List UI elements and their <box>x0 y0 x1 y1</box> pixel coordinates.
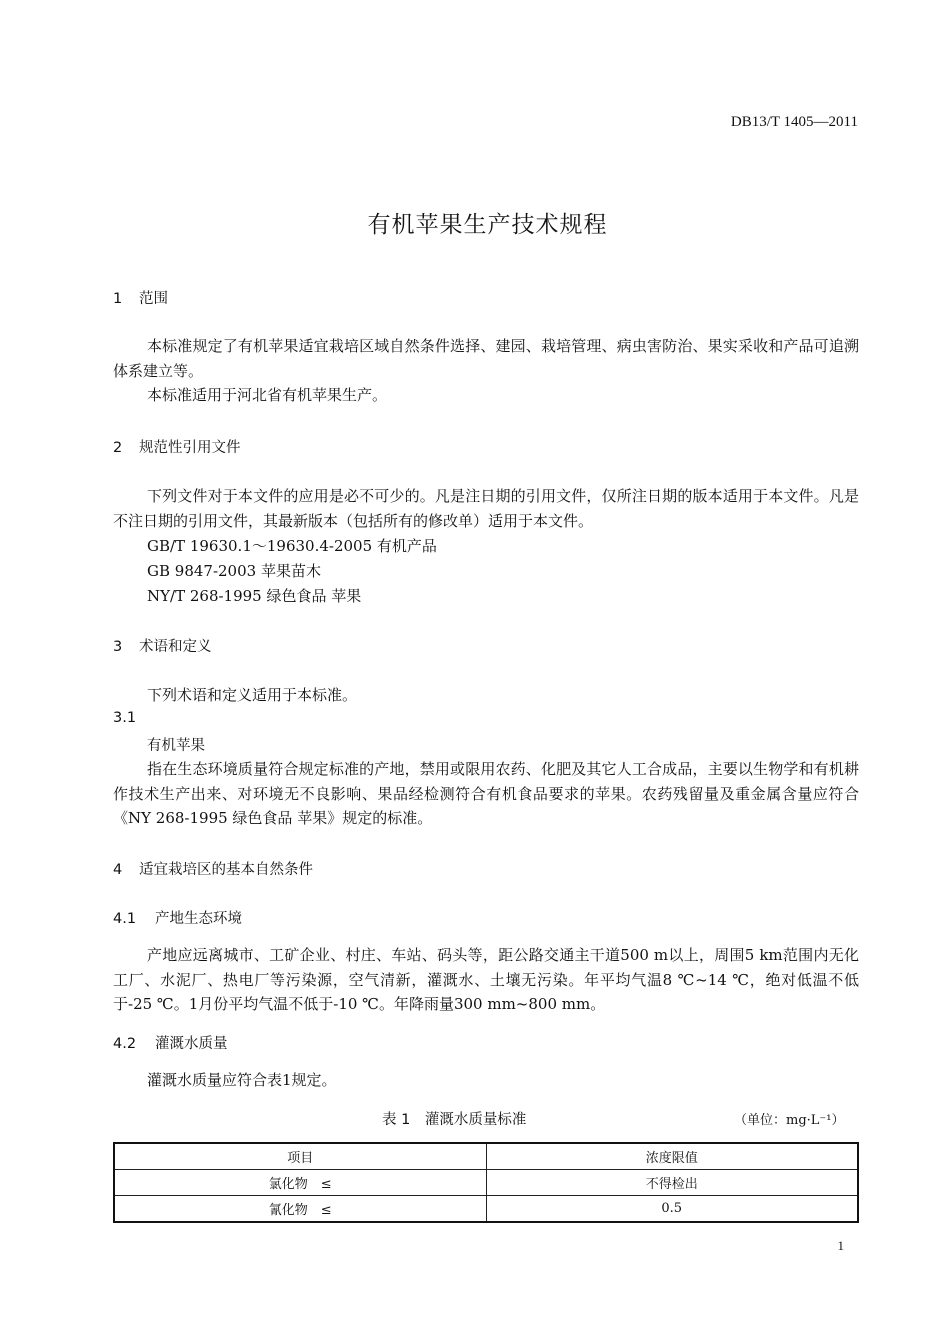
section-2-heading <box>113 436 241 457</box>
paragraph: 产地应远离城市、工矿企业、村庄、车站、码头等，距公路交通主干道500 m以上，周围5 km范围内无化工厂、水泥厂、热电厂等污染源，空气清新，灌溉水、土壤无污染。年平均气温8 ℃~14 ℃，绝对低温不低于-25 ℃。1月份平均气温不低于-10 ℃。年降雨量300 mm~800 mm。 <box>113 946 859 1013</box>
table-cell: 不得检出 <box>486 1170 858 1196</box>
section-number: 1 <box>113 291 123 307</box>
page-number: 1 <box>837 1238 844 1253</box>
document-title: 有机苹果生产技术规程 <box>367 212 608 238</box>
reference-item: GB 9847-2003 苹果苗木 <box>147 562 321 580</box>
subsection-4-2-heading <box>113 1032 228 1053</box>
table-caption: 表 1 灌溉水质量标准 <box>382 1112 527 1128</box>
section-title: 适宜栽培区的基本自然条件 <box>139 862 313 878</box>
term-number: 3.1 <box>113 710 137 726</box>
section-number: 2 <box>113 440 123 456</box>
table-row <box>114 1196 858 1223</box>
table-cell: 0.5 <box>486 1196 858 1223</box>
paragraph: 灌溉水质量应符合表1规定。 <box>147 1071 337 1089</box>
subsection-number: 4.2 <box>113 1036 137 1052</box>
subsection-title: 产地生态环境 <box>155 911 242 927</box>
document-code: DB13/T 1405—2011 <box>730 114 858 130</box>
table-cell: 氯化物 ≤ <box>114 1170 486 1196</box>
paragraph: 本标准适用于河北省有机苹果生产。 <box>147 386 388 404</box>
section-3-heading <box>113 635 212 656</box>
table-header-row <box>114 1143 858 1170</box>
section-4-heading <box>113 858 313 879</box>
table-header-cell: 浓度限值 <box>486 1143 858 1170</box>
section-number: 4 <box>113 862 123 878</box>
section-title: 规范性引用文件 <box>139 440 241 456</box>
paragraph: 指在生态环境质量符合规定标准的产地，禁用或限用农药、化肥及其它人工合成品，主要以生物学和有机耕作技术生产出来、对环境无不良影响、果品经检测符合有机食品要求的苹果。农药残留量及重金属含量应符合《NY 268-1995 绿色食品 苹果》规定的标准。 <box>113 760 859 827</box>
section-number: 3 <box>113 639 123 655</box>
section-title: 术语和定义 <box>139 639 212 655</box>
table-header-cell: 项目 <box>114 1143 486 1170</box>
paragraph: 下列术语和定义适用于本标准。 <box>147 686 358 704</box>
table-row <box>114 1170 858 1196</box>
subsection-title: 灌溉水质量 <box>155 1036 228 1052</box>
table-cell: 氰化物 ≤ <box>114 1196 486 1223</box>
subsection-4-1-heading <box>113 907 242 928</box>
paragraph: 本标准规定了有机苹果适宜栽培区域自然条件选择、建园、栽培管理、病虫害防治、果实采收和产品可追溯体系建立等。 <box>113 337 859 380</box>
section-title: 范围 <box>139 291 168 307</box>
term-name: 有机苹果 <box>147 738 205 754</box>
subsection-number: 4.1 <box>113 911 137 927</box>
irrigation-water-table <box>113 1142 859 1223</box>
reference-item: GB/T 19630.1～19630.4-2005 有机产品 <box>147 537 437 555</box>
table-unit: （单位：mg·L⁻¹） <box>734 1113 845 1128</box>
section-1-heading <box>113 287 168 308</box>
paragraph: 下列文件对于本文件的应用是必不可少的。凡是注日期的引用文件，仅所注日期的版本适用于本文件。凡是不注日期的引用文件，其最新版本（包括所有的修改单）适用于本文件。 <box>113 487 859 530</box>
reference-item: NY/T 268-1995 绿色食品 苹果 <box>147 587 362 605</box>
